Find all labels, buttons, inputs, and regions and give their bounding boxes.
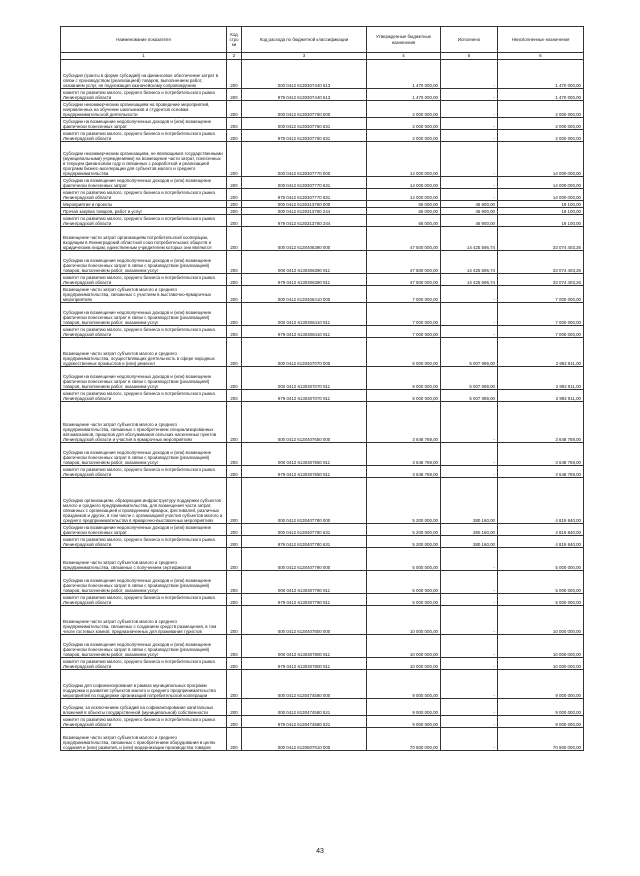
row-executed: -	[441, 443, 498, 466]
row-line-code: 200	[227, 142, 242, 177]
row-executed: -	[441, 728, 498, 751]
row-remaining: 14 000 000,00	[498, 177, 584, 189]
row-remaining: 33 074 403,26	[498, 227, 584, 251]
table-row	[61, 716, 584, 728]
row-executed: -	[441, 670, 498, 699]
row-approved: 10 000 000,00	[367, 606, 441, 635]
table-row	[61, 402, 584, 443]
row-line-code: 200	[227, 215, 242, 227]
row-line-code: 200	[227, 251, 242, 274]
row-executed: 45 900,00	[441, 215, 498, 227]
row-remaining: 3 648 769,00	[498, 443, 584, 466]
row-name: комитет по развитию малого, среднего бизнеса и потребительского рынка Ленинградской области	[61, 594, 227, 606]
row-remaining: 4 819 840,00	[498, 524, 584, 536]
table-row	[61, 118, 584, 130]
header-remaining: Неисполненные назначения	[498, 27, 584, 53]
row-executed: 5 007 089,00	[441, 338, 498, 367]
row-line-code: 200	[227, 89, 242, 101]
row-remaining: 2 000 000,00	[498, 101, 584, 118]
row-executed: 45 900,00	[441, 208, 498, 215]
row-budget-code: 979 0412 6130407070 811	[242, 390, 367, 402]
row-executed: -	[441, 286, 498, 303]
row-remaining: 4 819 840,00	[498, 478, 584, 524]
row-approved: 2 000 000,00	[367, 101, 441, 118]
table-row	[61, 177, 584, 189]
row-remaining: 9 000 000,00	[498, 716, 584, 728]
row-budget-code: 979 0412 6130407790 811	[242, 594, 367, 606]
row-budget-code: 000 0412 6130406410 811	[242, 303, 367, 326]
row-name: Субсидии на возмещение недополученных доходов и (или) возмещение фактически понесенных затрат в связи с производством (реализацией) товаров, выполнением работ, оказанием услуг	[61, 443, 227, 466]
row-budget-code: 979 0412 6130406410 811	[242, 326, 367, 338]
row-approved: 70 500 000,00	[367, 728, 441, 751]
row-approved: 7 000 000,00	[367, 286, 441, 303]
row-name: комитет по развитию малого, среднего бизнеса и потребительского рынка Ленинградской области	[61, 658, 227, 670]
row-remaining: 19 100,00	[498, 201, 584, 208]
table-row	[61, 728, 584, 751]
row-name: Возмещение части затрат субъектов малого и среднего предпринимательства, осуществляющих деятельность в сфере народных художественных промыслов и (или) ремесел	[61, 338, 227, 367]
table-row	[61, 571, 584, 594]
row-remaining: 10 000 000,00	[498, 606, 584, 635]
row-executed: -	[441, 699, 498, 716]
table-row	[61, 367, 584, 390]
row-remaining: 10 000 000,00	[498, 635, 584, 658]
row-name: Субсидии, за исключением субсидий на софинансирование капитальных вложений в объекты государственной (муниципальной) собственности	[61, 699, 227, 716]
row-budget-code: 000 0412 6130406410 000	[242, 286, 367, 303]
row-line-code: 200	[227, 208, 242, 215]
row-name: Субсидии некоммерческим организациям, не являющимся государственными (муниципальными) учреждениями) на возмещение части затрат, понесенных в текущем финансовом году и связанных с разработкой и реализацией программ бизнес-акселерации для субъектов малого и среднего предпринимательства	[61, 142, 227, 177]
table-row	[61, 201, 584, 208]
row-remaining: 33 074 403,26	[498, 274, 584, 286]
row-approved: 9 000 000,00	[367, 699, 441, 716]
row-line-code: 200	[227, 548, 242, 571]
table-row	[61, 466, 584, 478]
row-line-code: 200	[227, 594, 242, 606]
row-executed: 14 425 596,74	[441, 251, 498, 274]
row-budget-code: 000 0412 6130406390 811	[242, 251, 367, 274]
row-budget-code: 000 0412 6130406390 000	[242, 227, 367, 251]
row-remaining: 1 470 000,00	[498, 60, 584, 89]
row-name: Субсидии на возмещение недополученных доходов и (или) возмещение фактически понесенных затрат в связи с производством (реализацией) товаров, выполнением работ, оказанием услуг	[61, 367, 227, 390]
row-name: Субсидии для софинансирования в рамках муниципальных программ поддержки и развития субъектов малого и среднего предпринимательства мероприятий по поддержке организаций потребительской кооперации	[61, 670, 227, 699]
row-approved: 5 200 000,00	[367, 524, 441, 536]
row-remaining: 9 000 000,00	[498, 670, 584, 699]
row-budget-code: 979 0412 6130307440 613	[242, 89, 367, 101]
row-budget-code: 000 0412 6130407780 000	[242, 478, 367, 524]
row-name: Субсидии на возмещение недополученных доходов и (или) возмещение фактически понесенных затрат в связи с производством (реализацией) товаров, выполнением работ, оказанием услуг	[61, 303, 227, 326]
row-approved: 2 000 000,00	[367, 118, 441, 130]
row-remaining: 1 470 000,00	[498, 89, 584, 101]
row-budget-code: 000 0412 6130407070 000	[242, 338, 367, 367]
row-name: комитет по развитию малого, среднего бизнеса и потребительского рынка Ленинградской области	[61, 536, 227, 548]
table-row	[61, 326, 584, 338]
row-name: комитет по развитию малого, среднего бизнеса и потребительского рынка Ленинградской области	[61, 130, 227, 142]
header-indicator-name: Наименование показателя	[61, 27, 227, 53]
row-approved: 14 000 000,00	[367, 177, 441, 189]
row-executed: -	[441, 594, 498, 606]
table-row	[61, 274, 584, 286]
row-budget-code: 000 0412 6130474580 000	[242, 670, 367, 699]
row-executed: 5 007 089,00	[441, 390, 498, 402]
row-remaining: 7 000 000,00	[498, 286, 584, 303]
row-executed: -	[441, 635, 498, 658]
row-approved: 8 000 000,00	[367, 390, 441, 402]
row-line-code: 200	[227, 670, 242, 699]
row-remaining: 33 074 403,26	[498, 251, 584, 274]
column-number-row	[61, 53, 584, 60]
row-approved: 5 000 000,00	[367, 594, 441, 606]
row-line-code: 200	[227, 536, 242, 548]
row-budget-code: 000 0412 6130407790 000	[242, 548, 367, 571]
row-remaining: 2 000 000,00	[498, 130, 584, 142]
row-name: Субсидии на возмещение недополученных доходов и (или) возмещение фактически понесенных затрат	[61, 524, 227, 536]
row-name: Субсидии организациям, образующим инфраструктуру поддержки субъектов малого и среднего предпринимательства, для возмещения части затрат, связанных с организацией и проведением ярмарок, фестивалей, различных праздников и других, в том числе с организацией участия субъектов малого и среднего предпринимательства в ярмарочно-выставочных мероприятиях	[61, 478, 227, 524]
row-budget-code: 000 0412 6130307770 631	[242, 177, 367, 189]
row-name: комитет по развитию малого, среднего бизнеса и потребительского рынка Ленинградской области	[61, 716, 227, 728]
row-remaining: 3 648 769,00	[498, 466, 584, 478]
row-executed: -	[441, 101, 498, 118]
row-name: Субсидии на возмещение недополученных доходов и (или) возмещение фактически понесенных затрат в связи с производством (реализацией) товаров, выполнением работ, оказанием услуг	[61, 635, 227, 658]
row-line-code: 200	[227, 130, 242, 142]
row-budget-code: 000 0412 6130407650 000	[242, 402, 367, 443]
row-line-code: 200	[227, 571, 242, 594]
row-executed: 380 160,00	[441, 536, 498, 548]
row-executed: -	[441, 326, 498, 338]
row-name: Субсидии некоммерческим организациям на проведение мероприятий, направленных на обучение школьников и студентов основам предпринимательской деятельности	[61, 101, 227, 118]
row-budget-code: 000 0412 6130607810 000	[242, 728, 367, 751]
row-executed: 380 160,00	[441, 524, 498, 536]
row-name: Мероприятия и проекты	[61, 201, 227, 208]
table-row	[61, 60, 584, 89]
row-executed: 380 160,00	[441, 478, 498, 524]
table-row	[61, 524, 584, 536]
row-line-code: 200	[227, 606, 242, 635]
row-remaining: 70 500 000,00	[498, 728, 584, 751]
row-name: Возмещение части затрат субъектов малого и среднего предпринимательства, связанных с получением сертификатов	[61, 548, 227, 571]
table-row	[61, 443, 584, 466]
row-approved: 14 000 000,00	[367, 142, 441, 177]
row-remaining: 3 648 769,00	[498, 402, 584, 443]
row-remaining: 5 000 000,00	[498, 594, 584, 606]
row-budget-code: 979 0412 6130407800 811	[242, 658, 367, 670]
row-executed: -	[441, 60, 498, 89]
row-budget-code: 979 0412 6130313760 244	[242, 215, 367, 227]
row-approved: 3 648 769,00	[367, 443, 441, 466]
table-row	[61, 101, 584, 118]
row-executed: -	[441, 177, 498, 189]
column-number: 4	[367, 53, 441, 60]
row-remaining: 19 100,00	[498, 208, 584, 215]
row-remaining: 4 819 840,00	[498, 536, 584, 548]
row-executed: -	[441, 571, 498, 594]
row-line-code: 200	[227, 274, 242, 286]
row-remaining: 7 000 000,00	[498, 303, 584, 326]
row-remaining: 2 992 911,00	[498, 338, 584, 367]
row-budget-code: 000 0412 6130307760 631	[242, 118, 367, 130]
row-budget-code: 979 0412 6130307770 631	[242, 189, 367, 201]
row-approved: 1 470 000,00	[367, 89, 441, 101]
table-row	[61, 251, 584, 274]
table-row	[61, 130, 584, 142]
row-budget-code: 000 0412 6130307770 000	[242, 142, 367, 177]
row-line-code: 200	[227, 478, 242, 524]
row-line-code: 200	[227, 466, 242, 478]
row-approved: 3 648 769,00	[367, 402, 441, 443]
column-number: 5	[441, 53, 498, 60]
row-approved: 14 000 000,00	[367, 189, 441, 201]
table-row	[61, 89, 584, 101]
table-header-row	[61, 27, 584, 53]
row-line-code: 200	[227, 118, 242, 130]
row-executed: -	[441, 189, 498, 201]
row-line-code: 200	[227, 326, 242, 338]
row-approved: 10 000 000,00	[367, 658, 441, 670]
row-executed: -	[441, 402, 498, 443]
table-row	[61, 670, 584, 699]
row-remaining: 19 100,00	[498, 215, 584, 227]
row-budget-code: 000 0412 6130407650 811	[242, 443, 367, 466]
table-row	[61, 338, 584, 367]
column-number: 1	[61, 53, 227, 60]
row-remaining: 7 000 000,00	[498, 326, 584, 338]
row-remaining: 5 000 000,00	[498, 548, 584, 571]
row-line-code: 200	[227, 177, 242, 189]
row-approved: 5 200 000,00	[367, 536, 441, 548]
table-row	[61, 189, 584, 201]
column-number: 2	[227, 53, 242, 60]
row-approved: 5 000 000,00	[367, 571, 441, 594]
row-executed: -	[441, 466, 498, 478]
row-name: Прочая закупка товаров, работ и услуг	[61, 208, 227, 215]
row-line-code: 200	[227, 524, 242, 536]
row-remaining: 14 000 000,00	[498, 189, 584, 201]
row-line-code: 200	[227, 658, 242, 670]
row-budget-code: 000 0412 6130313760 000	[242, 201, 367, 208]
row-executed: 45 900,00	[441, 201, 498, 208]
row-executed: -	[441, 142, 498, 177]
row-remaining: 10 000 000,00	[498, 658, 584, 670]
row-name: Возмещение части затрат субъектов малого и среднего предпринимательства, связанных с созданием средств размещения, в том числе гостевых комнат, предназначенных для проживания туристов	[61, 606, 227, 635]
row-name: комитет по развитию малого, среднего бизнеса и потребительского рынка Ленинградской области	[61, 189, 227, 201]
row-name: Субсидии на возмещение недополученных доходов и (или) возмещение фактически понесенных затрат	[61, 177, 227, 189]
column-number: 6	[498, 53, 584, 60]
row-name: Возмещение части затрат субъектов малого и среднего предпринимательства, связанных с приобретением специализированных автомагазинов, прицепов для обслуживания сельских населенных пунктов Ленинградской области и участия в ярмарочных мероприятиях	[61, 402, 227, 443]
row-line-code: 200	[227, 338, 242, 367]
table-row	[61, 227, 584, 251]
row-approved: 65 000,00	[367, 215, 441, 227]
row-budget-code: 000 0412 6130407780 631	[242, 524, 367, 536]
table-row	[61, 606, 584, 635]
row-approved: 5 000 000,00	[367, 548, 441, 571]
header-line-code: Код стро ки	[227, 27, 242, 53]
row-name: Субсидии на возмещение недополученных доходов и (или) возмещение фактически понесенных затрат в связи с производством (реализацией) товаров, выполнением работ, оказанием услуг	[61, 571, 227, 594]
row-name: комитет по развитию малого, среднего бизнеса и потребительского рынка Ленинградской области	[61, 274, 227, 286]
row-executed: 14 425 596,74	[441, 274, 498, 286]
table-row	[61, 303, 584, 326]
row-line-code: 200	[227, 390, 242, 402]
row-budget-code: 000 0412 6130407800 000	[242, 606, 367, 635]
row-budget-code: 000 0412 6130407790 811	[242, 571, 367, 594]
row-approved: 47 500 000,00	[367, 227, 441, 251]
table-row	[61, 215, 584, 227]
row-line-code: 200	[227, 189, 242, 201]
row-remaining: 5 000 000,00	[498, 571, 584, 594]
row-remaining: 14 000 000,00	[498, 142, 584, 177]
row-approved: 8 000 000,00	[367, 367, 441, 390]
page-number: 43	[316, 848, 324, 855]
row-line-code: 200	[227, 699, 242, 716]
row-line-code: 200	[227, 716, 242, 728]
row-approved: 10 000 000,00	[367, 635, 441, 658]
row-remaining: 2 000 000,00	[498, 118, 584, 130]
table-row	[61, 208, 584, 215]
row-approved: 47 500 000,00	[367, 251, 441, 274]
row-executed: -	[441, 658, 498, 670]
row-name: комитет по развитию малого, среднего бизнеса и потребительского рынка Ленинградской области	[61, 466, 227, 478]
row-remaining: 2 992 911,00	[498, 390, 584, 402]
row-line-code: 200	[227, 60, 242, 89]
row-approved: 7 000 000,00	[367, 303, 441, 326]
header-budget-code: Код расхода по бюджетной классификации	[242, 27, 367, 53]
row-name: Субсидия (гранты в форме субсидий) на финансовое обеспечение затрат в связи с производством (реализацией) товаров, выполнением работ, оказанием услуг, не подлежащая казначейскому сопровождению	[61, 60, 227, 89]
row-approved: 65 000,00	[367, 201, 441, 208]
row-approved: 2 000 000,00	[367, 130, 441, 142]
row-budget-code: 979 0412 6130406390 811	[242, 274, 367, 286]
row-budget-code: 000 0412 6130407800 811	[242, 635, 367, 658]
row-name: Субсидии на возмещение недополученных доходов и (или) возмещение фактически понесенных затрат в связи с производством (реализацией) товаров, выполнением работ, оказанием услуг	[61, 251, 227, 274]
row-name: Возмещение части затрат субъектов малого и среднего предпринимательства, связанных с приобретением оборудования в целях создания и (или) развития, и (или) модернизации производства товаров	[61, 728, 227, 751]
row-executed: -	[441, 303, 498, 326]
table-row	[61, 286, 584, 303]
row-budget-code: 000 0412 6130313760 244	[242, 208, 367, 215]
row-budget-code: 979 0412 6130307760 631	[242, 130, 367, 142]
row-name: Субсидии на возмещение недополученных доходов и (или) возмещение фактически понесенных затрат	[61, 118, 227, 130]
table-row	[61, 635, 584, 658]
row-line-code: 200	[227, 201, 242, 208]
row-name: комитет по развитию малого, среднего бизнеса и потребительского рынка Ленинградской области	[61, 326, 227, 338]
table-row	[61, 390, 584, 402]
row-line-code: 200	[227, 443, 242, 466]
row-approved: 3 648 769,00	[367, 466, 441, 478]
row-approved: 1 470 000,00	[367, 60, 441, 89]
row-remaining: 2 992 911,00	[498, 367, 584, 390]
table-row	[61, 142, 584, 177]
row-line-code: 200	[227, 728, 242, 751]
row-budget-code: 000 0412 6130307760 000	[242, 101, 367, 118]
row-budget-code: 979 0412 6130474580 521	[242, 716, 367, 728]
table-row	[61, 699, 584, 716]
table-row	[61, 548, 584, 571]
row-executed: 14 425 596,74	[441, 227, 498, 251]
row-name: комитет по развитию малого, среднего бизнеса и потребительского рынка Ленинградской области	[61, 390, 227, 402]
row-budget-code: 000 0412 6130474580 521	[242, 699, 367, 716]
row-approved: 5 200 000,00	[367, 478, 441, 524]
budget-execution-table	[60, 26, 584, 751]
row-name: Возмещение части затрат организациям потребительской кооперации, входящим в Ленинградский областной союз потребительских обществ и юридическим лицам, единственным учредителем которых они являются	[61, 227, 227, 251]
row-line-code: 200	[227, 286, 242, 303]
row-executed: -	[441, 716, 498, 728]
row-approved: 8 000 000,00	[367, 338, 441, 367]
table-row	[61, 478, 584, 524]
row-budget-code: 000 0412 6130407070 811	[242, 367, 367, 390]
row-line-code: 200	[227, 367, 242, 390]
row-budget-code: 979 0412 6130407650 811	[242, 466, 367, 478]
header-approved: Утвержденные бюджетные назначения	[367, 27, 441, 53]
table-body	[61, 60, 584, 751]
row-budget-code: 000 0412 6130307440 613	[242, 60, 367, 89]
column-number: 3	[242, 53, 367, 60]
row-line-code: 200	[227, 635, 242, 658]
row-approved: 47 500 000,00	[367, 274, 441, 286]
row-approved: 9 000 000,00	[367, 670, 441, 699]
row-line-code: 200	[227, 227, 242, 251]
row-name: комитет по развитию малого, среднего бизнеса и потребительского рынка Ленинградской области	[61, 89, 227, 101]
row-name: комитет по развитию малого, среднего бизнеса и потребительского рынка Ленинградской области	[61, 215, 227, 227]
table-row	[61, 594, 584, 606]
row-executed: 5 007 089,00	[441, 367, 498, 390]
table-row	[61, 658, 584, 670]
row-executed: -	[441, 118, 498, 130]
row-name: Возмещение части затрат субъектов малого и среднего предпринимательства, связанных с участием в выставочно-ярмарочных мероприятиях	[61, 286, 227, 303]
row-approved: 65 000,00	[367, 208, 441, 215]
row-line-code: 200	[227, 101, 242, 118]
row-executed: -	[441, 548, 498, 571]
row-remaining: 9 000 000,00	[498, 699, 584, 716]
table-row	[61, 536, 584, 548]
row-line-code: 200	[227, 303, 242, 326]
row-approved: 9 000 000,00	[367, 716, 441, 728]
header-executed: Исполнено	[441, 27, 498, 53]
row-approved: 7 000 000,00	[367, 326, 441, 338]
row-executed: -	[441, 606, 498, 635]
row-line-code: 200	[227, 402, 242, 443]
row-executed: -	[441, 130, 498, 142]
row-budget-code: 979 0412 6130407780 631	[242, 536, 367, 548]
row-executed: -	[441, 89, 498, 101]
